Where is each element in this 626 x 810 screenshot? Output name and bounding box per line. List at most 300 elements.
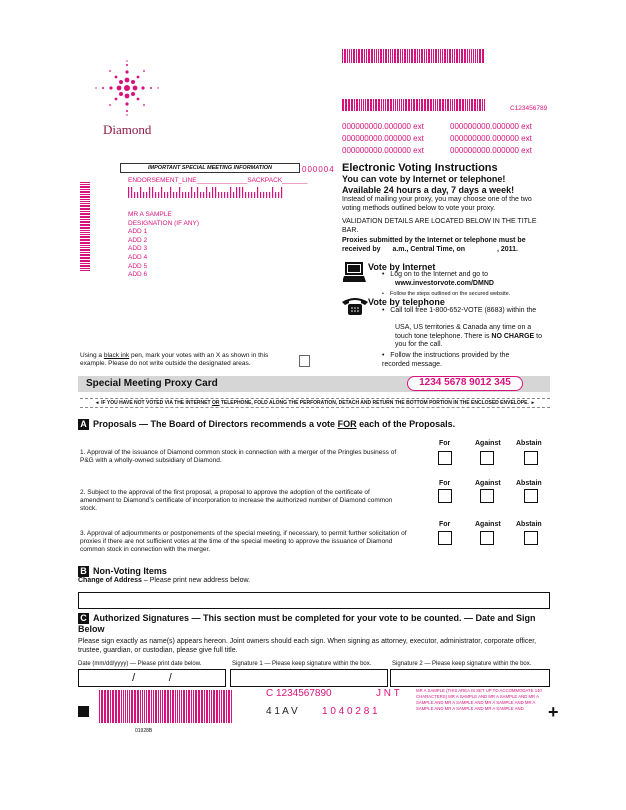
section-b-letter: B — [78, 566, 89, 577]
card-title: Special Meeting Proxy Card — [86, 378, 218, 389]
postal-bar — [182, 192, 183, 198]
barcode-bar — [195, 690, 197, 723]
postal-bar — [215, 187, 216, 198]
barcode-bar — [440, 49, 441, 63]
barcode-bar — [80, 263, 90, 264]
barcode-bar — [228, 690, 230, 723]
footer-code-2b: 1 0 4 0 2 8 1 — [322, 706, 378, 717]
barcode-bar — [80, 221, 90, 223]
barcode-bar — [474, 99, 476, 111]
address-line: ADD 6 — [128, 271, 148, 279]
card-number — [407, 376, 523, 391]
barcode-bar — [344, 49, 346, 63]
postal-bar — [188, 192, 189, 198]
barcode-bar — [431, 49, 432, 63]
signature-1-input[interactable] — [230, 669, 388, 687]
barcode-bar — [80, 236, 90, 238]
barcode-bar — [419, 99, 420, 111]
top-barcode-1 — [342, 49, 512, 63]
section-b-title: Non-Voting Items — [93, 566, 167, 576]
barcode-bar — [370, 99, 372, 111]
section-c-title: Authorized Signatures — This section must be completed for your vote to be counted. — Date and Sign Below — [78, 613, 536, 634]
barcode-bar — [342, 49, 343, 63]
postal-bar — [176, 192, 177, 198]
instructions-intro: Instead of mailing your proxy, you may choose one of the two voting methods outlined below to vote your proxy. — [342, 196, 532, 212]
computer-icon — [343, 260, 367, 286]
no-charge: NO CHARGE — [491, 332, 535, 340]
proposal-2-text: 2. Subject to the approval of the first proposal, a proposal to approve the adoption of the certificate of amendment to Diamond’s certificate of incorporation to increase the authorized number of Diamond common stock. — [80, 489, 393, 512]
proposal-2-for-checkbox[interactable] — [438, 489, 452, 503]
id-cell: 000000000.000000 ext — [450, 146, 532, 155]
footer-sample-text: MR A SAMPLE (THIS AREA IS SET UP TO ACCOMMODATE 140 CHARACTERS) MR A SAMPLE AND MR A SAMPLE AND MR A SAMPLE AND MR A SAMPLE AND MR A SAMPLE AND MR A SAMPLE AND MR A SAMPLE AND MR A SAMPLE AND — [416, 688, 542, 711]
address-line: ADD 3 — [128, 245, 148, 253]
barcode-bar — [361, 99, 362, 111]
card-number-text: 1234 5678 9012 345 — [419, 377, 511, 388]
postal-bar — [191, 187, 192, 198]
proposal-3-abstain-checkbox[interactable] — [524, 531, 538, 545]
barcode-bar — [353, 49, 355, 63]
barcode-bar — [376, 49, 377, 63]
info-box-label: IMPORTANT SPECIAL MEETING INFORMATION — [148, 165, 272, 171]
barcode-bar — [399, 99, 400, 111]
postal-bar — [134, 192, 135, 198]
col-abstain: Abstain — [516, 521, 542, 528]
address-line: DESIGNATION (IF ANY) — [128, 219, 200, 227]
proposal-3-for-checkbox[interactable] — [438, 531, 452, 545]
barcode-bar — [179, 690, 180, 723]
postal-bar — [272, 187, 273, 198]
postal-bar — [224, 192, 225, 198]
barcode-bar — [80, 242, 90, 244]
barcode-bar — [356, 99, 358, 111]
instructions-panel — [342, 162, 552, 254]
barcode-bar — [211, 690, 212, 723]
barcode-bar — [342, 99, 344, 111]
barcode-bar — [80, 247, 90, 248]
barcode-bar — [151, 690, 152, 723]
barcode-bar — [123, 690, 124, 723]
barcode-bar — [358, 49, 360, 63]
barcode-bar — [134, 690, 136, 723]
barcode-bar — [219, 690, 220, 723]
barcode-bar — [484, 99, 485, 111]
barcode-bar — [447, 99, 449, 111]
barcode-bar — [427, 99, 429, 111]
col-against: Against — [475, 521, 501, 528]
barcode-bar — [385, 99, 386, 111]
barcode-bar — [348, 99, 350, 111]
barcode-bar — [467, 99, 468, 111]
barcode-bar — [188, 690, 190, 723]
signature-2-input[interactable] — [390, 669, 550, 687]
barcode-bar — [442, 99, 444, 111]
barcode-bar — [471, 49, 472, 63]
barcode-bar — [473, 49, 474, 63]
barcode-bar — [397, 99, 398, 111]
postal-bar — [143, 192, 144, 198]
barcode-bar — [80, 252, 90, 253]
barcode-bar — [390, 99, 392, 111]
barcode-bar — [433, 99, 434, 111]
id-cell: 000000000.000000 ext — [450, 134, 532, 143]
deadline-line-2 — [342, 246, 552, 255]
barcode-bar — [430, 99, 432, 111]
barcode-bar — [121, 690, 122, 723]
pen-b: black ink — [103, 352, 130, 359]
barcode-bar — [155, 690, 157, 723]
barcode-bar — [146, 690, 147, 723]
barcode-bar — [397, 49, 399, 63]
barcode-bar — [144, 690, 145, 723]
postal-bar — [158, 192, 159, 198]
proposal-1-text: 1. Approval of the issuance of Diamond common stock in connection with a merger of the Pringles business of P&G with a wholly-owned subsidiary of Diamond. — [80, 449, 397, 464]
phone-bullet-1b-text: USA, US territories & Canada any time on a touch tone telephone. There is — [395, 324, 532, 340]
address-line: MR A SAMPLE — [128, 211, 172, 218]
change-address-label — [78, 577, 250, 584]
phone-bullet-2: • Follow the instructions provided by the recorded message. — [382, 352, 510, 368]
control-number: C123456789 — [510, 105, 548, 112]
barcode-bar — [456, 99, 458, 111]
section-a-letter: A — [78, 419, 89, 430]
fold-notice: ◂ IF YOU HAVE NOT VOTED VIA THE INTERNET OR TELEPHONE, FOLD ALONG THE PERFORATION, DETACH AND RETURN THE BOTTOM PORTION IN THE ENCLOSED ENVELOPE. ▸ — [80, 398, 550, 408]
postal-bar — [164, 192, 165, 198]
barcode-bar — [461, 49, 463, 63]
internet-title: Vote by Internet — [368, 262, 436, 272]
postal-bar — [221, 192, 222, 198]
barcode-bar — [198, 690, 200, 723]
postal-bar — [179, 187, 180, 198]
barcode-bar — [411, 49, 413, 63]
barcode-bar — [140, 690, 141, 723]
barcode-bar — [170, 690, 171, 723]
barcode-bar — [417, 49, 418, 63]
deadline-b: a.m., Central Time, on — [392, 245, 466, 253]
barcode-bar — [80, 186, 90, 188]
postal-bar — [161, 187, 162, 198]
change-address-bold: Change of Address — [78, 577, 142, 584]
barcode-bar — [104, 690, 106, 723]
postal-bar — [239, 187, 240, 198]
barcode-bar — [349, 49, 350, 63]
barcode-bar — [110, 690, 111, 723]
barcode-bar — [361, 49, 363, 63]
barcode-bar — [127, 690, 128, 723]
instructions-headline-2: Available 24 hours a day, 7 days a week! — [342, 185, 515, 195]
barcode-bar — [365, 99, 366, 111]
id-rows — [342, 121, 532, 157]
barcode-bar — [221, 690, 222, 723]
barcode-bar — [80, 230, 90, 231]
barcode-bar — [444, 49, 446, 63]
barcode-bar — [177, 690, 178, 723]
section-c-letter: C — [78, 613, 89, 624]
endorsement-line: ENDORSEMENT_LINE______________SACKPACK_______ — [128, 177, 308, 184]
col-against: Against — [475, 480, 501, 487]
proposal-1-against-checkbox[interactable] — [480, 451, 494, 465]
postal-bar — [218, 192, 219, 198]
postal-bar — [260, 192, 261, 198]
barcode-bar — [445, 99, 446, 111]
postal-bar — [206, 187, 207, 198]
barcode-bar — [475, 49, 476, 63]
fold-b: TELEPHONE, FOLD ALONG THE PERFORATION, DETACH AND RETURN THE BOTTOM PORTION IN THE ENCLOSED ENVELOPE. — [220, 400, 529, 406]
telephone-icon — [341, 296, 369, 318]
section-a-title: Proposals — The Board of Directors recommends a vote — [93, 419, 336, 429]
barcode-bar — [164, 690, 166, 723]
postal-bar — [167, 192, 168, 198]
barcode-bar — [390, 49, 391, 63]
postal-bar — [152, 187, 153, 198]
barcode-bar — [456, 49, 458, 63]
barcode-bar — [414, 49, 416, 63]
col-for: For — [439, 521, 451, 528]
section-a-title-end: each of the Proposals. — [359, 419, 456, 429]
barcode-bar — [347, 49, 348, 63]
barcode-bar — [80, 184, 90, 185]
barcode-bar — [231, 690, 232, 723]
deadline-a: received by — [342, 245, 381, 253]
barcode-bar — [351, 49, 352, 63]
proposal-2-against-checkbox[interactable] — [480, 489, 494, 503]
postal-bar — [170, 187, 171, 198]
sig2-label: Signature 2 — Please keep signature within the box. — [392, 661, 532, 667]
postal-bar — [254, 192, 255, 198]
barcode-bar — [438, 49, 439, 63]
barcode-bar — [442, 49, 443, 63]
deadline-c: , 2011. — [496, 245, 518, 253]
barcode-bar — [137, 690, 139, 723]
barcode-bar — [80, 268, 90, 269]
barcode-bar — [424, 99, 426, 111]
barcode-bar — [80, 208, 90, 210]
barcode-bar — [449, 49, 451, 63]
barcode-bar — [80, 260, 90, 262]
pen-a: Using a — [80, 352, 103, 359]
barcode-bar — [181, 690, 182, 723]
postal-bar — [194, 192, 195, 198]
barcode-bar — [351, 99, 353, 111]
barcode-bar — [80, 249, 90, 251]
barcode-bar — [364, 49, 365, 63]
barcode-bar — [99, 690, 100, 723]
barcode-bar — [416, 99, 418, 111]
barcode-bar — [388, 49, 389, 63]
postal-bar — [137, 192, 138, 198]
barcode-bar — [471, 99, 473, 111]
barcode-bar — [80, 211, 90, 212]
barcode-bar — [80, 239, 90, 241]
barcode-bar — [477, 49, 478, 63]
barcode-bar — [413, 99, 415, 111]
barcode-bar — [158, 690, 159, 723]
signing-instructions: Please sign exactly as name(s) appears hereon. Joint owners should each sign. When signing as attorney, executor, administrator, corporate officer, trustee, guardian, or custodian, please give full title. — [78, 638, 537, 654]
postal-bar — [275, 192, 276, 198]
change-address-input[interactable] — [78, 592, 550, 609]
barcode-bar — [142, 690, 143, 723]
barcode-bar — [80, 194, 90, 195]
barcode-bar — [80, 205, 90, 207]
barcode-bar — [424, 49, 425, 63]
barcode-bar — [435, 49, 437, 63]
barcode-bar — [411, 99, 412, 111]
sig1-label: Signature 1 — Please keep signature within the box. — [232, 661, 372, 667]
barcode-bar — [454, 49, 455, 63]
barcode-bar — [394, 49, 396, 63]
id-cell: 000000000.000000 ext — [342, 122, 424, 131]
id-cell: 000000000.000000 ext — [450, 122, 532, 131]
fold-a: IF YOU HAVE NOT VOTED VIA THE INTERNET — [101, 400, 211, 406]
barcode-bar — [80, 203, 90, 204]
phone-bullet-1c-text: to you for the call. — [395, 332, 542, 348]
instructions-title: Electronic Voting Instructions — [342, 162, 498, 174]
postal-bar — [200, 192, 201, 198]
barcode-bar — [125, 690, 126, 723]
barcode-bar — [366, 49, 367, 63]
barcode-bar — [395, 99, 396, 111]
barcode-bar — [479, 49, 481, 63]
barcode-bar — [368, 49, 370, 63]
footer-barcode — [99, 690, 255, 723]
postal-bar — [257, 187, 258, 198]
col-for: For — [439, 440, 451, 447]
plus-mark: + — [548, 702, 559, 722]
barcode-bar — [421, 49, 423, 63]
sequence-number: 000004 — [302, 165, 335, 174]
barcode-bar — [459, 99, 461, 111]
barcode-bar — [80, 189, 90, 190]
phone-title: Vote by telephone — [368, 297, 445, 307]
barcode-bar — [216, 690, 218, 723]
proposal-3-text: 3. Approval of adjournments or postponements of the special meeting, if necessary, to permit further solicitation of proxies if there are not sufficient votes at the time of the special meeting to approve the issuance of Diamond common stock in connection with the merger. — [80, 530, 407, 553]
barcode-bar — [359, 99, 360, 111]
barcode-bar — [374, 49, 375, 63]
barcode-bar — [191, 690, 192, 723]
phone-bullet-2-text: Follow the instructions provided by the recorded message. — [382, 352, 510, 368]
postal-bar — [131, 187, 132, 198]
barcode-bar — [193, 690, 194, 723]
postal-bar — [212, 187, 213, 198]
col-abstain: Abstain — [516, 480, 542, 487]
proposal-3-against-checkbox[interactable] — [480, 531, 494, 545]
instructions-headline-1: You can vote by Internet or telephone! — [342, 174, 506, 184]
barcode-bar — [101, 690, 103, 723]
pen-instruction — [80, 352, 280, 368]
barcode-bar — [223, 690, 225, 723]
barcode-bar — [367, 99, 369, 111]
postal-bar — [146, 192, 147, 198]
footer-code-1: C 1234567890 — [266, 688, 332, 699]
internet-bullet-2-text: Follow the steps outlined on the secured website. — [390, 291, 511, 297]
date-input[interactable] — [78, 669, 226, 687]
col-abstain: Abstain — [516, 440, 542, 447]
id-cell: 000000000.000000 ext — [342, 134, 424, 143]
address-line: ADD 5 — [128, 262, 148, 270]
postal-bar — [203, 192, 204, 198]
barcode-bar — [80, 254, 90, 256]
section-a-heading — [78, 419, 455, 430]
barcode-bar — [129, 690, 130, 723]
address-line: ADD 2 — [128, 236, 148, 244]
address-line: ADD 1 — [128, 228, 148, 236]
col-for: For — [439, 480, 451, 487]
barcode-bar — [464, 49, 466, 63]
barcode-bar — [213, 690, 215, 723]
example-box — [299, 355, 310, 367]
barcode-bar — [421, 99, 423, 111]
barcode-bar — [206, 690, 208, 723]
barcode-bar — [80, 196, 90, 198]
barcode-bar — [80, 224, 90, 226]
phone-bullet-1: • Call toll free 1-800-652-VOTE (8683) within the — [382, 307, 537, 314]
info-box — [120, 163, 300, 173]
barcode-bar — [204, 690, 205, 723]
section-a-for: FOR — [337, 419, 357, 429]
barcode-bar — [467, 49, 468, 63]
internet-bullet-1-text: Log on to the Internet and go to — [390, 271, 488, 278]
barcode-bar — [118, 690, 120, 723]
barcode-bar — [465, 99, 466, 111]
address-line: ADD 4 — [128, 253, 148, 261]
barcode-bar — [80, 257, 90, 259]
barcode-bar — [375, 99, 377, 111]
barcode-bar — [380, 49, 382, 63]
postal-bar — [197, 187, 198, 198]
barcode-bar — [437, 99, 438, 111]
barcode-bar — [80, 232, 90, 233]
barcode-bar — [80, 201, 90, 202]
proposal-1-abstain-checkbox[interactable] — [524, 451, 538, 465]
barcode-bar — [447, 49, 448, 63]
proposal-2-abstain-checkbox[interactable] — [524, 489, 538, 503]
barcode-bar — [80, 245, 90, 246]
barcode-bar — [452, 49, 453, 63]
barcode-bar — [80, 216, 90, 218]
barcode-bar — [226, 690, 227, 723]
top-barcode-2 — [342, 99, 507, 111]
barcode-bar — [80, 227, 90, 229]
barcode-bar — [378, 99, 380, 111]
barcode-bar — [371, 49, 373, 63]
postal-bar — [263, 192, 264, 198]
barcode-bar — [403, 99, 404, 111]
barcode-bar — [435, 99, 436, 111]
internet-bullet-2: • Follow the steps outlined on the secured website. — [382, 291, 511, 297]
barcode-bar — [356, 49, 357, 63]
validation-note: VALIDATION DETAILS ARE LOCATED BELOW IN THE TITLE BAR. — [342, 218, 537, 234]
barcode-bar — [404, 49, 406, 63]
barcode-bar — [407, 49, 408, 63]
barcode-bar — [381, 99, 382, 111]
barcode-bar — [428, 49, 430, 63]
internet-url: www.investorvote.com/DMND — [395, 280, 494, 287]
barcode-bar — [148, 690, 150, 723]
barcode-bar — [80, 270, 90, 271]
barcode-bar — [162, 690, 163, 723]
barcode-bar — [80, 213, 90, 215]
barcode-bar — [462, 99, 464, 111]
barcode-bar — [80, 265, 90, 267]
postal-bar — [236, 187, 237, 198]
barcode-bar — [450, 99, 451, 111]
barcode-bar — [400, 49, 401, 63]
postal-bar — [128, 187, 129, 198]
barcode-bar — [112, 690, 114, 723]
proposal-1-for-checkbox[interactable] — [438, 451, 452, 465]
brand-name: Diamond — [103, 122, 152, 137]
postal-bar — [266, 192, 267, 198]
barcode-bar — [107, 690, 109, 723]
postal-bar — [155, 192, 156, 198]
